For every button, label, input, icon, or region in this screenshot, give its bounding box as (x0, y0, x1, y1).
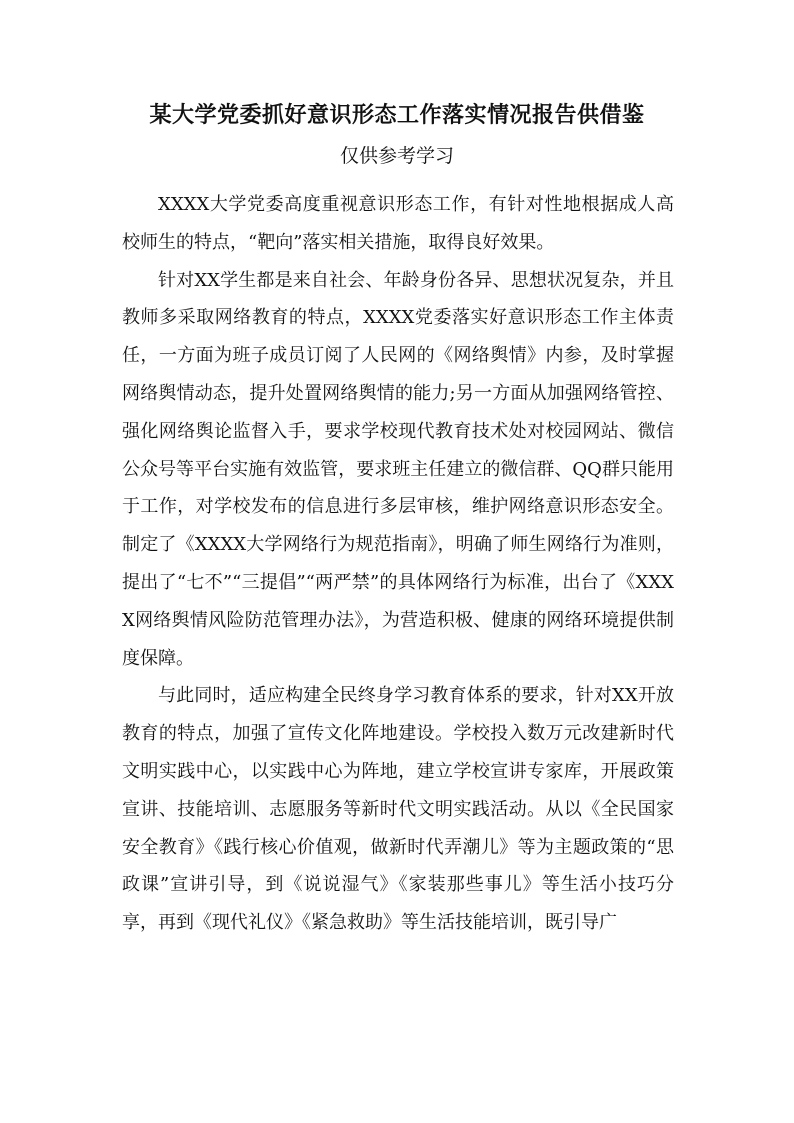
paragraph-network-governance: 针对XX学生都是来自社会、年龄身份各异、思想状况复杂，并且教师多采取网络教育的特点，XXXX党委落实好意识形态工作主体责任，一方面为班子成员订阅了人民网的《网络舆情》内参，及时掌握网络舆情动态，提升处置网络舆情的能力;另一方面从加强网络管控、强化网络舆论监督入手，要求学校现代教育技术处对校园网站、微信公众号等平台实施有效监管，要求班主任建立的微信群、QQ群只能用于工作，对学校发布的信息进行多层审核，维护网络意识形态安全。制定了《XXXX大学网络行为规范指南》，明确了师生网络行为准则，提出了“七不”“三提倡”“两严禁”的具体网络行为标准，出台了《XXXX网络舆情风险防范管理办法》，为营造积极、健康的网络环境提供制度保障。 (122, 269, 674, 669)
document-subtitle: 仅供参考学习 (339, 145, 454, 167)
document-body (122, 186, 674, 942)
document-title: 某大学党委抓好意识形态工作落实情况报告供借鉴 (149, 102, 645, 128)
paragraph-intro: XXXX大学党委高度重视意识形态工作，有针对性地根据成人高校师生的特点，“靶向”落实相关措施，取得良好效果。 (122, 194, 674, 253)
paragraph-culture-construction: 与此同时，适应构建全民终身学习教育体系的要求，针对XX开放教育的特点，加强了宣传文化阵地建设。学校投入数万元改建新时代文明实践中心，以实践中心为阵地，建立学校宣讲专家库，开展政策宣讲、技能培训、志愿服务等新时代文明实践活动。从以《全民国家安全教育》《践行核心价值观，做新时代弄潮儿》等为主题政策的“思政课”宣讲引导，到《说说湿气》《家装那些事儿》等生活小技巧分享，再到《现代礼仪》《紧急救助》等生活技能培训，既引导广 (122, 685, 674, 934)
